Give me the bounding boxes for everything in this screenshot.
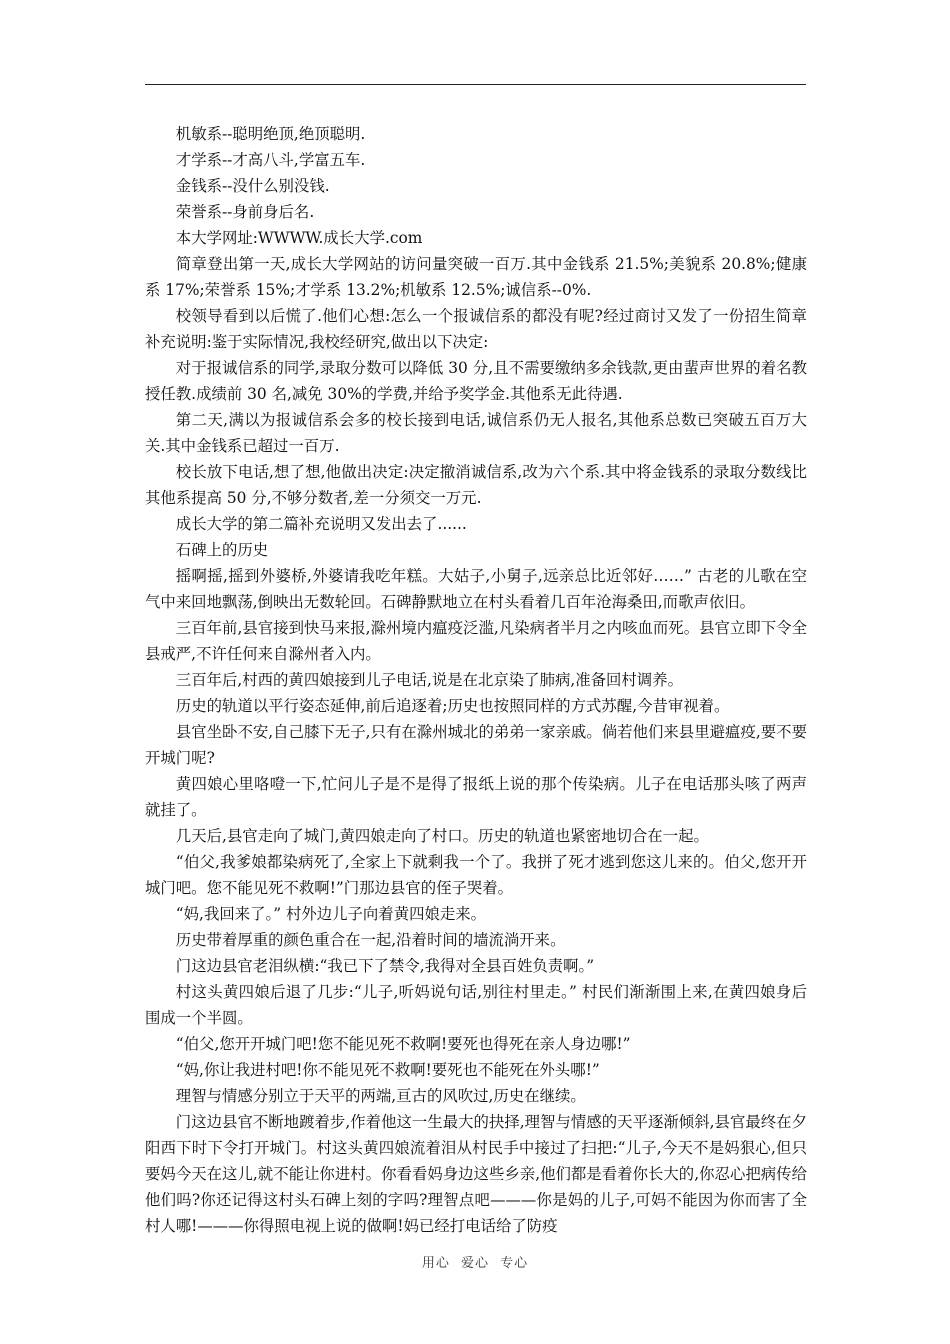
- page-footer: 用心 爱心 专心: [421, 1256, 529, 1271]
- paragraph: 三百年后,村西的黄四娘接到儿子电话,说是在北京染了肺病,准备回村调养。: [175, 671, 683, 689]
- paragraph: 县官坐卧不安,自己膝下无子,只有在滁州城北的弟弟一家亲戚。倘若他们来县里避瘟疫,要不要开城门呢?: [145, 723, 807, 767]
- paragraph: 黄四娘心里咯噔一下,忙问儿子是不是得了报纸上说的那个传染病。儿子在电话那头咳了两声就挂了。: [145, 775, 807, 819]
- header-rule: [145, 84, 806, 85]
- paragraph: 简章登出第一天,成长大学网站的访问量突破一百万.其中金钱系 21.5%;美貌系 20.8%;健康系 17%;荣誉系 15%;才学系 13.2%;机敏系 12.5%;诚信系--0%.: [145, 255, 807, 299]
- paragraph: 三百年前,县官接到快马来报,滁州境内瘟疫泛滥,凡染病者半月之内咳血而死。县官立即下令全县戒严,不许任何来自滁州者入内。: [145, 619, 807, 663]
- paragraph: 门这边县官不断地踱着步,作着他这一生最大的抉择,理智与情感的天平逐渐倾斜,县官最终在夕阳西下时下令打开城门。村这头黄四娘流着泪从村民手中接过了扫把:“儿子,今天不是妈狠心,但只要妈今天在这儿,就不能让你进村。你看看妈身边这些乡亲,他们都是看着你长大的,你忍心把病传给他们吗?你还记得这村头石碑上刻的字吗?理智点吧———你是妈的儿子,可妈不能因为你而害了全村人哪!———你得照电视上说的做啊!妈已经打电话给了防疫: [145, 1113, 807, 1235]
- paragraph: 荣誉系--身前身后名.: [175, 203, 315, 221]
- paragraph: 理智与情感分别立于天平的两端,亘古的风吹过,历史在继续。: [175, 1087, 586, 1105]
- paragraph: “妈,你让我进村吧!你不能见死不救啊!要死也不能死在外头哪!”: [175, 1061, 600, 1079]
- paragraph: “伯父,我爹娘都染病死了,全家上下就剩我一个了。我拼了死才逃到您这儿来的。伯父,您开开城门吧。您不能见死不救啊!”门那边县官的侄子哭着。: [145, 853, 807, 897]
- paragraph: 门这边县官老泪纵横:“我已下了禁令,我得对全县百姓负责啊。”: [175, 957, 595, 975]
- paragraph: 本大学网址:WWWW.成长大学.com: [175, 229, 423, 247]
- paragraph: 几天后,县官走向了城门,黄四娘走向了村口。历史的轨道也紧密地切合在一起。: [175, 827, 709, 845]
- paragraph: 校领导看到以后慌了.他们心想:怎么一个报诚信系的都没有呢?经过商讨又发了一份招生简章补充说明:鉴于实际情况,我校经研究,做出以下决定:: [145, 307, 807, 351]
- document-body: [145, 121, 807, 1239]
- paragraph: 机敏系--聪明绝顶,绝顶聪明.: [175, 125, 366, 143]
- section-title: 石碑上的历史: [175, 541, 269, 559]
- paragraph: 摇啊摇,摇到外婆桥,外婆请我吃年糕。大姑子,小舅子,远亲总比近邻好……” 古老的儿歌在空气中来回地飘荡,倒映出无数轮回。石碑静默地立在村头看着几百年沧海桑田,而歌声依旧。: [145, 567, 807, 611]
- paragraph: 历史带着厚重的颜色重合在一起,沿着时间的墙流淌开来。: [175, 931, 566, 949]
- paragraph: 成长大学的第二篇补充说明又发出去了......: [175, 515, 467, 533]
- paragraph: “妈,我回来了。” 村外边儿子向着黄四娘走来。: [175, 905, 487, 923]
- paragraph: 对于报诚信系的同学,录取分数可以降低 30 分,且不需要缴纳多余钱款,更由蜚声世界的着名教授任教.成绩前 30 名,减免 30%的学费,并给予奖学金.其他系无此待遇.: [145, 359, 807, 403]
- paragraph: 金钱系--没什么别没钱.: [175, 177, 330, 195]
- paragraph: 校长放下电话,想了想,他做出决定:决定撤消诚信系,改为六个系.其中将金钱系的录取分数线比其他系提高 50 分,不够分数者,差一分须交一万元.: [145, 463, 807, 507]
- paragraph: 历史的轨道以平行姿态延伸,前后追逐着;历史也按照同样的方式苏醒,今昔审视着。: [175, 697, 730, 715]
- paragraph: “伯父,您开开城门吧!您不能见死不救啊!要死也得死在亲人身边哪!”: [175, 1035, 631, 1053]
- paragraph: 第二天,满以为报诚信系会多的校长接到电话,诚信系仍无人报名,其他系总数已突破五百万大关.其中金钱系已超过一百万.: [145, 411, 807, 455]
- paragraph: 村这头黄四娘后退了几步:“儿子,听妈说句话,别往村里走。” 村民们渐渐围上来,在黄四娘身后围成一个半圆。: [145, 983, 807, 1027]
- paragraph: 才学系--才高八斗,学富五车.: [175, 151, 366, 169]
